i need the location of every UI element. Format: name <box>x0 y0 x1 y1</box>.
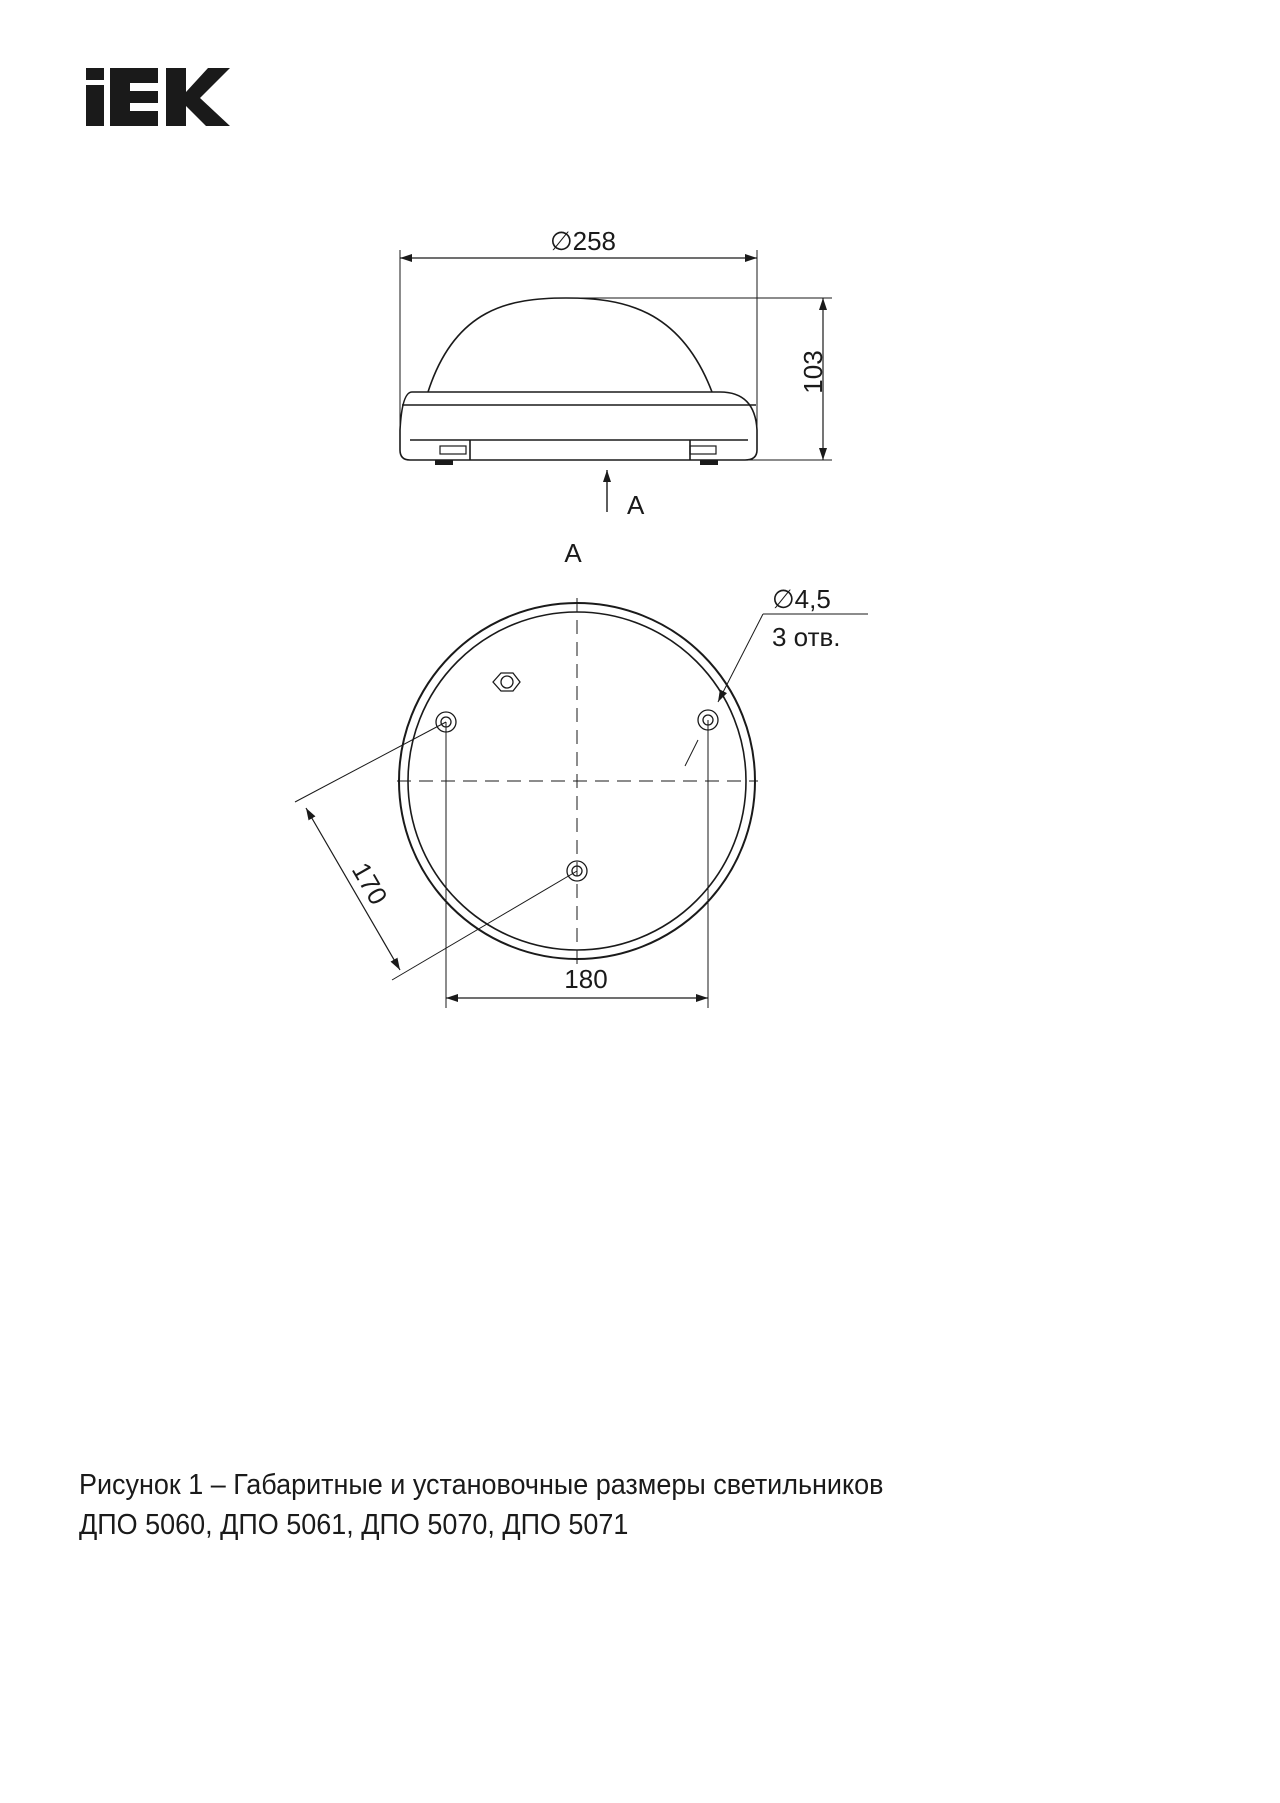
diameter-label: ∅258 <box>549 226 617 256</box>
figure-caption <box>79 1465 1149 1545</box>
view-title: A <box>564 538 582 568</box>
base-outline <box>400 392 757 460</box>
cable-nut <box>493 673 520 691</box>
caption-line-2: ДПО 5060, ДПО 5061, ДПО 5070, ДПО 5071 <box>79 1509 629 1541</box>
view-arrow-label: A <box>627 490 645 520</box>
bottom-view <box>295 598 868 1008</box>
hole-diameter-label: ∅4,5 <box>772 584 831 614</box>
hole-count-label: 3 отв. <box>772 622 841 652</box>
height-label: 103 <box>798 350 828 394</box>
caption-line-1: Рисунок 1 – Габаритные и установочные размеры светильников <box>79 1469 884 1501</box>
dome-outline <box>428 298 712 392</box>
width-label: 180 <box>564 964 608 994</box>
side-view <box>400 250 832 512</box>
diagonal-label: 170 <box>345 857 394 910</box>
